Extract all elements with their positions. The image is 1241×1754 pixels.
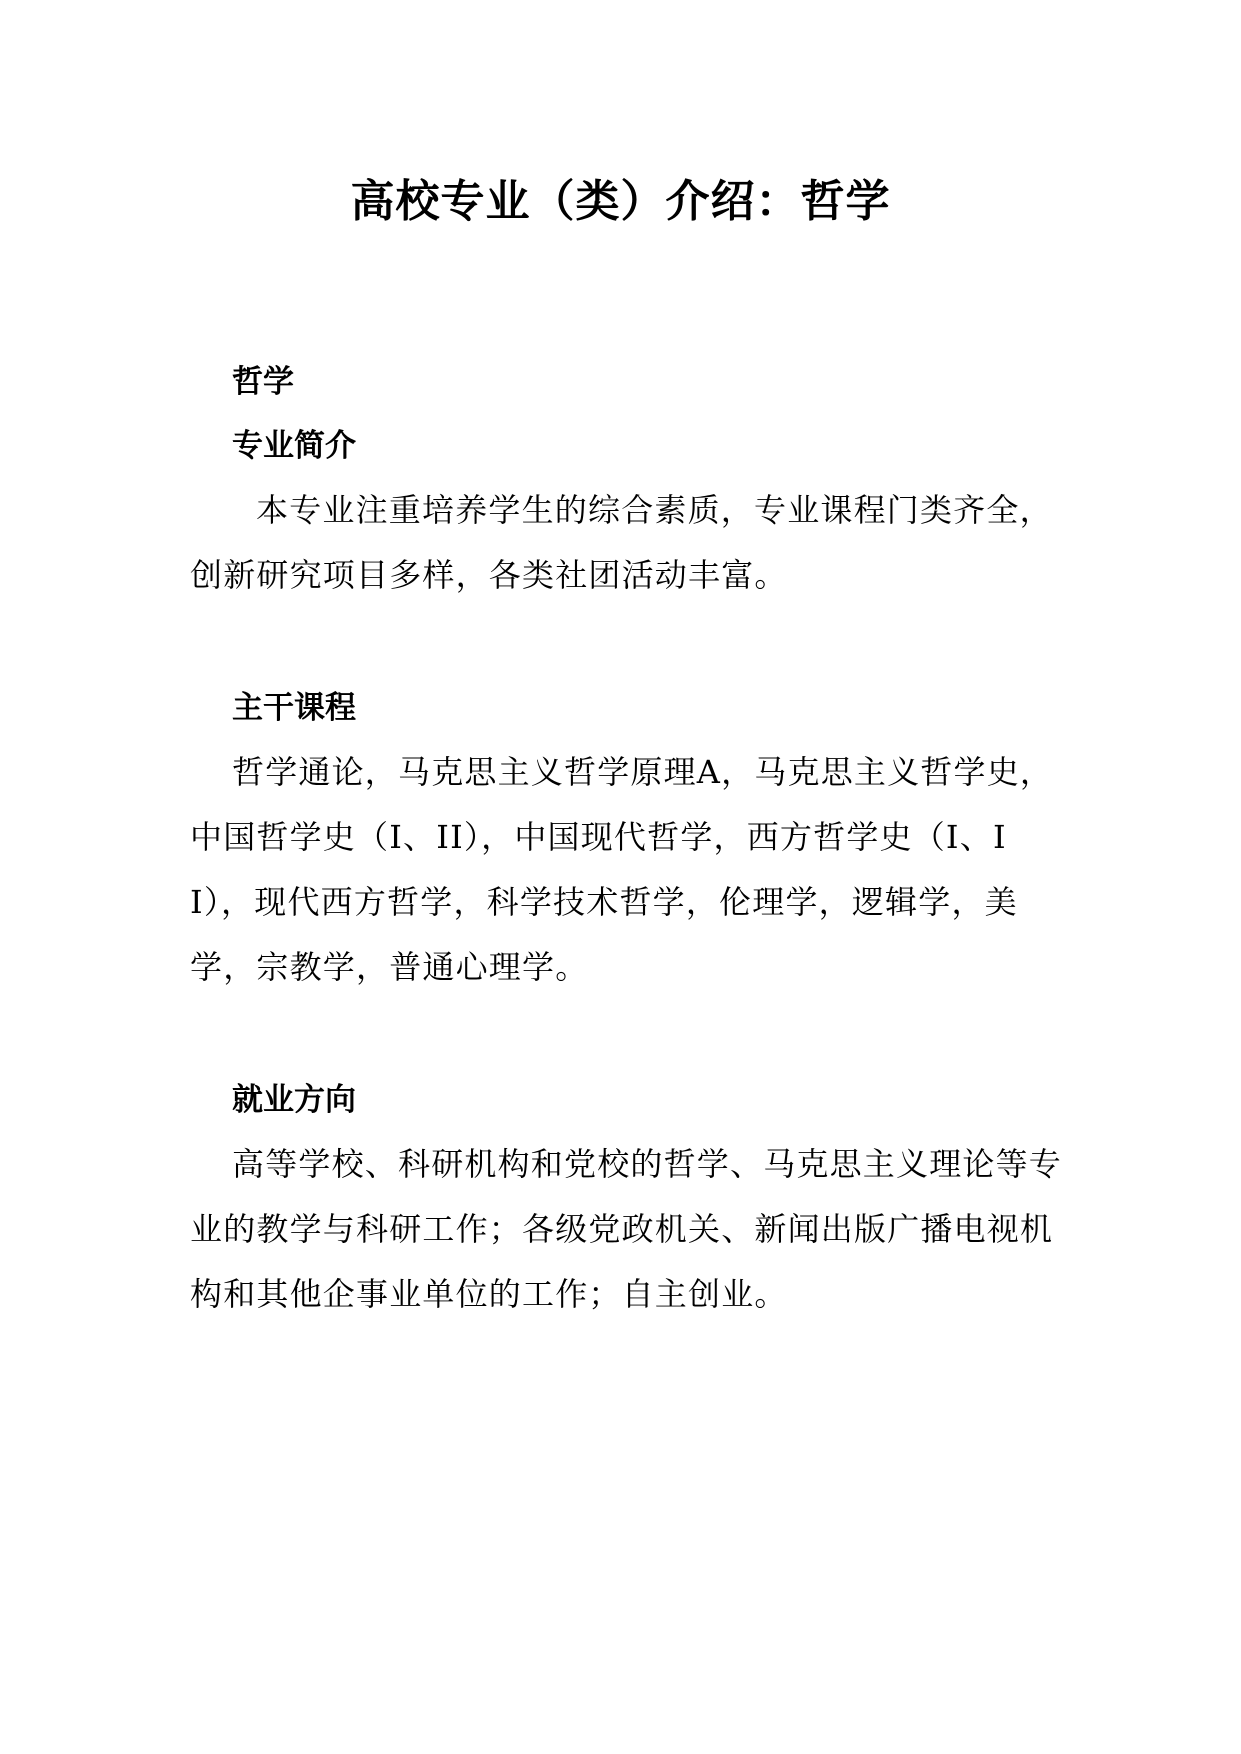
section-spacer [190,1000,1070,1068]
document-content [190,350,1070,1327]
section-core-courses [190,676,1070,1000]
section-spacer [190,608,1070,676]
section-heading: 就业方向 [232,1082,356,1118]
section-intro [190,414,1070,608]
section-heading: 主干课程 [232,690,356,726]
section-heading: 专业简介 [232,428,356,464]
document-title: 高校专业（类）介绍：哲学 [350,176,891,227]
subject-name: 哲学 [232,364,294,400]
section-body: 高等学校、科研机构和党校的哲学、马克思主义理论等专业的教学与科研工作；各级党政机关、新闻出版广播电视机构和其他企事业单位的工作；自主创业。 [190,1145,1063,1313]
section-career [190,1068,1070,1327]
section-body: 哲学通论，马克思主义哲学原理A，马克思主义哲学史，中国哲学史（I、II），中国现代哲学，西方哲学史（I、II），现代西方哲学，科学技术哲学，伦理学，逻辑学，美学，宗教学，普通心理学。 [190,753,1054,986]
section-body: 本专业注重培养学生的综合素质，专业课程门类齐全，创新研究项目多样，各类社团活动丰富。 [190,491,1053,594]
